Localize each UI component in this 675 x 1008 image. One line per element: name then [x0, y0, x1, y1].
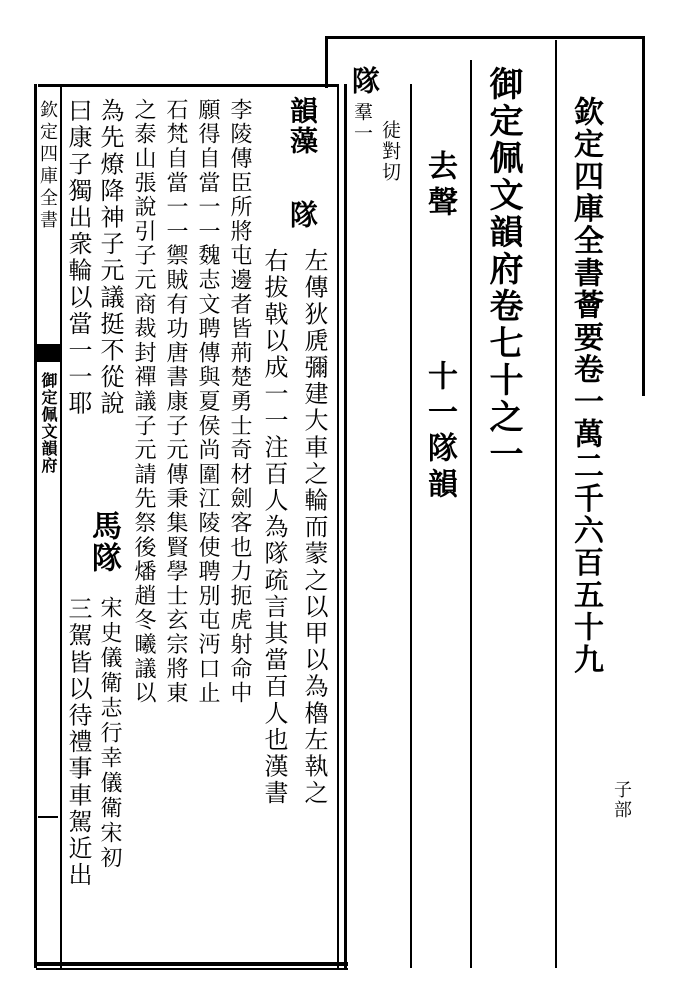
- column-rule-1: [337, 84, 339, 968]
- text-column-3: 李陵傳臣所將屯邊者皆荊楚勇士奇材劍客也力扼虎射命中: [227, 98, 252, 706]
- rhyme-group: 十一隊韻: [422, 360, 457, 504]
- frame-right-edge: [344, 84, 347, 968]
- frame-bottom-rule-double: [36, 968, 348, 970]
- frame-cover-edge: [325, 36, 328, 88]
- section-note: 子部: [611, 780, 632, 820]
- frame-top-rule: [38, 84, 338, 87]
- text-column-5: 石梵自當一一禦賊有功唐書康子元傳秉集賢學士玄宗將東: [163, 98, 188, 706]
- frame-outer-right-edge: [642, 36, 645, 396]
- text-column-4: 願得自當一一魏志文聘傳與夏侯尚圍江陵使聘別屯沔口止: [195, 98, 220, 706]
- text-column-7: 為先燎降神子元議挺不從說: [96, 98, 124, 418]
- margin-rule-inner: [60, 84, 62, 968]
- margin-tick: [38, 816, 58, 818]
- yunzao-label: 韻藻: [286, 96, 319, 156]
- headword-subnote: 羣一: [351, 102, 373, 144]
- margin-fish-tail-title: 御定佩文韻府: [39, 372, 58, 474]
- text-column-6: 之泰山張說引子元商裁封禪議子元請先祭後燔趙冬曦議以: [131, 98, 156, 706]
- work-title: 御定佩文韻府卷七十之一: [483, 66, 523, 473]
- tone-label: 去聲: [422, 150, 457, 222]
- mache-headword: 馬隊: [86, 510, 121, 574]
- text-column-1: 左傳狄虒彌建大車之輪而蒙之以甲以為櫓左執之: [300, 248, 328, 807]
- column-rule-2: [410, 84, 412, 968]
- collection-title: 欽定四庫全書薈要卷一萬二千六百五十九: [568, 96, 603, 676]
- headword-reading: 徒對切: [379, 120, 401, 183]
- text-column-9: 宋史儀衛志行幸儀衛宋初: [97, 596, 122, 871]
- text-column-8: 曰康子獨出衆輪以當一一耶: [64, 98, 92, 418]
- text-column-10: 三駕皆以待禮事車駕近出: [64, 596, 92, 889]
- frame-bottom-rule: [36, 962, 348, 966]
- column-rule-3: [470, 60, 472, 968]
- text-column-2: 右拔戟以成一一注百人為隊疏言其當百人也漢書: [260, 248, 288, 807]
- fish-tail-mark: [36, 344, 61, 362]
- yunzao-word: 隊: [286, 200, 319, 230]
- column-rule-4: [555, 40, 557, 968]
- margin-book-title: 欽定四庫全書: [37, 100, 58, 232]
- headword: 隊: [348, 66, 381, 96]
- frame-top-rule-right: [325, 36, 645, 39]
